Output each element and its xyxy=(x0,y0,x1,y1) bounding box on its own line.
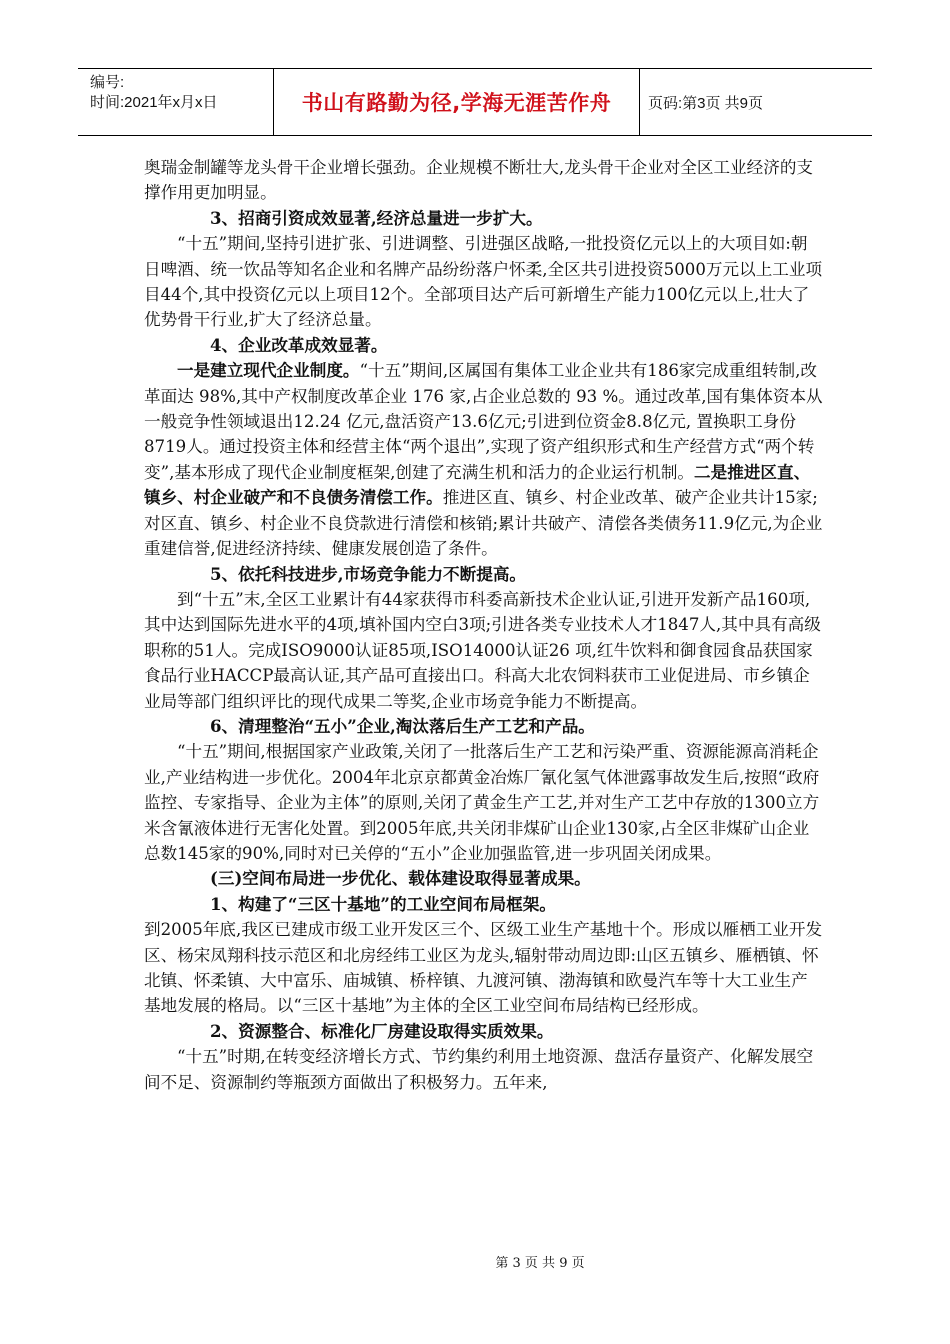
section-heading: 3、招商引资成效显著,经济总量进一步扩大。 xyxy=(210,207,543,228)
header-page-number: 页码:第3页 共9页 xyxy=(648,94,764,112)
inline-bold-heading: 二是推进区直、镇乡、村企业破产和不良债务清偿工作。 xyxy=(144,461,811,508)
paragraph: 到“十五”末,全区工业累计有44家获得市科委高新技术企业认证,引进开发新产品160项,其中达到国际先进水平的4项,填补国内空白3项;引进各类专业技术人才1847人,其中具有高级职称的51人。完成ISO9000认证85项,ISO14000认证26 项,红牛饮料和御食园食品获国家食品行业HACCP最高认证,其产品可直接出口。科高大北农饲料获市工业促进局、市乡镇企业局等部门组织评比的现代成果二等奖,企业市场竞争能力不断提高。 xyxy=(144,589,821,711)
header-motto: 书山有路勤为径,学海无涯苦作舟 xyxy=(274,69,640,135)
document-body xyxy=(144,155,824,1095)
inline-bold-heading: 一是建立现代企业制度。 xyxy=(177,360,360,381)
paragraph: 到2005年底,我区已建成市级工业开发区三个、区级工业生产基地十个。形成以雁栖工业开发区、杨宋凤翔科技示范区和北房经纬工业区为龙头,辐射带动周边即:山区五镇乡、雁栖镇、怀北镇、怀柔镇、大中富乐、庙城镇、桥梓镇、九渡河镇、渤海镇和欧曼汽车等十大工业生产基地发展的格局。以“三区十基地”为主体的全区工业空间布局结构已经形成。 xyxy=(144,920,823,1016)
paragraph-text: 推进区直、镇乡、村企业改革、破产企业共计15家;对区直、镇乡、村企业不良贷款进行清偿和核销;累计共破产、清偿各类债务11.9亿元,为企业重建信誉,促进经济持续、健康发展创造了条件。 xyxy=(144,488,823,559)
paragraph: “十五”期间,根据国家产业政策,关闭了一批落后生产工艺和污染严重、资源能源高消耗企业,产业结构进一步优化。2004年北京京都黄金冶炼厂氰化氢气体泄露事故发生后,按照“政府监控、专家指导、企业为主体”的原则,关闭了黄金生产工艺,并对生产工艺中存放的1300立方米含氰液体进行无害化处置。到2005年底,共关闭非煤矿山企业130家,占全区非煤矿山企业总数145家的90%,同时对已关停的“五小”企业加强监管,进一步巩固关闭成果。 xyxy=(144,742,820,863)
page-footer: 第 3 页 共 9 页 xyxy=(495,1256,585,1271)
chapter-heading: (三)空间布局进一步优化、载体建设取得显著成果。 xyxy=(210,868,591,889)
paragraph: 奥瑞金制罐等龙头骨干企业增长强劲。企业规模不断壮大,龙头骨干企业对全区工业经济的支撑作用更加明显。 xyxy=(144,158,814,203)
section-heading: 6、清理整治“五小”企业,淘汰落后生产工艺和产品。 xyxy=(210,715,595,736)
document-number-label: 编号: xyxy=(90,74,125,91)
document-time-label: 时间:2021年x月x日 xyxy=(90,94,218,111)
paragraph xyxy=(144,358,824,561)
section-heading: 4、企业改革成效显著。 xyxy=(210,334,388,355)
paragraph: “十五”期间,坚持引进扩张、引进调整、引进强区战略,一批投资亿元以上的大项目如:朝日啤酒、统一饮品等知名企业和名牌产品纷纷落户怀柔,全区共引进投资5000万元以上工业项目44个,其中投资亿元以上项目12个。全部项目达产后可新增生产能力100亿元以上,壮大了优势骨干行业,扩大了经济总量。 xyxy=(144,234,823,330)
header-meta xyxy=(78,69,274,135)
section-heading: 5、依托科技进步,市场竞争能力不断提高。 xyxy=(210,563,527,584)
paragraph: “十五”时期,在转变经济增长方式、节约集约利用土地资源、盘活存量资产、化解发展空间不足、资源制约等瓶颈方面做出了积极努力。五年来, xyxy=(144,1047,814,1092)
page-header xyxy=(78,68,872,136)
section-heading: 1、构建了“三区十基地”的工业空间布局框架。 xyxy=(210,893,556,914)
paragraph-text: “十五”期间,区属国有集体工业企业共有186家完成重组转制,改革面达 98%,其中产权制度改革企业 176 家,占企业总数的 93 %。通过改革,国有集体资本从一般竞争性领域退出12.24 亿元,盘活资产13.6亿元;引进到位资金8.8亿元, 置换职工身份8719人。通过投资主体和经营主体“两个退出”,实现了资产组织形式和生产经营方式“两个转变”,基本形成了现代企业制度框架,创建了充满生机和活力的企业运行机制。 xyxy=(144,361,823,482)
section-heading: 2、资源整合、标准化厂房建设取得实质效果。 xyxy=(210,1020,554,1041)
